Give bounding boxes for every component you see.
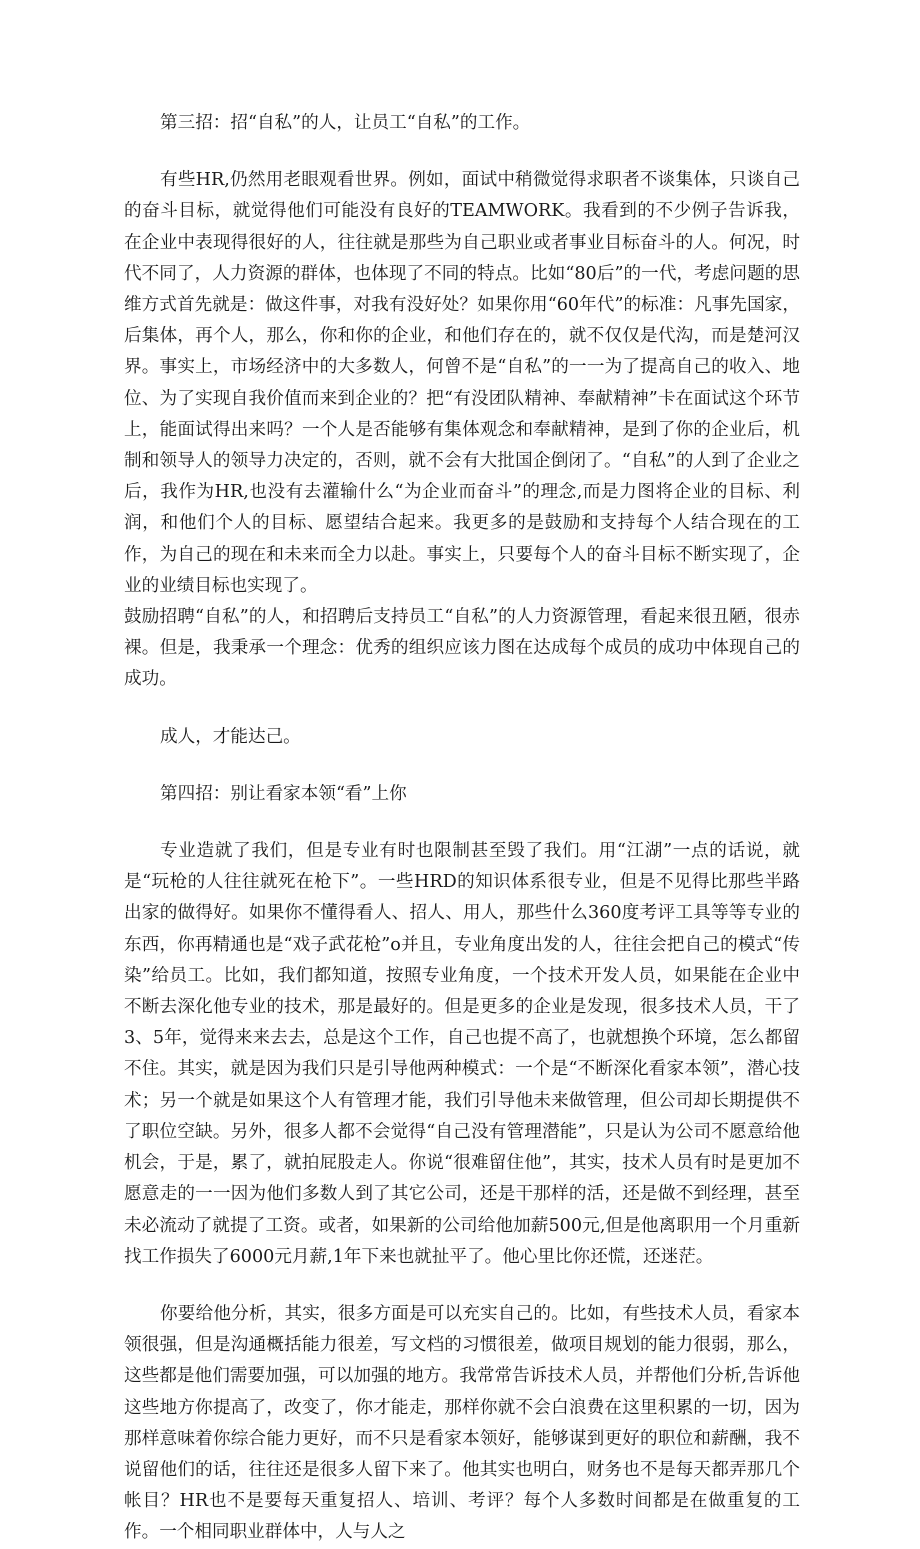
section-heading-third-move: 第三招：招“自私”的人，让员工“自私”的工作。: [160, 113, 531, 133]
document-page: [124, 108, 800, 1549]
section-heading-fourth-move: 第四招：别让看家本领“看”上你: [160, 783, 407, 804]
paragraph: 专业造就了我们，但是专业有时也限制甚至毁了我们。用“江湖”一点的话说，就是“玩枪的人往往就死在枪下”。一些HRD的知识体系很专业，但是不见得比那些半路出家的做得好。如果你不懂得看人、招人、用人，那些什么360度考评工具等等专业的东西，你再精通也是“戏子武花枪”o并且，专业角度出发的人，往往会把自己的模式“传染”给员工。比如，我们都知道，按照专业角度，一个技术开发人员，如果能在企业中不断去深化他专业的技术，那是最好的。但是更多的企业是发现，很多技术人员，干了3、5年，觉得来来去去，总是这个工作，自己也提不高了，也就想换个环境，怎么都留不住。其实，就是因为我们只是引导他两种模式：一个是“不断深化看家本领”，潜心技术；另一个就是如果这个人有管理才能，我们引导他未来做管理，但公司却长期提供不了职位空缺。另外，很多人都不会觉得“自己没有管理潜能”，只是认为公司不愿意给他机会，于是，累了，就拍屁股走人。你说“很难留住他”，其实，技术人员有时是更加不愿意走的一一因为他们多数人到了其它公司，还是干那样的活，还是做不到经理，甚至未必流动了就提了工资。或者，如果新的公司给他加薪500元,但是他离职用一个月重新找工作损失了6000元月薪,1年下来也就扯平了。他心里比你还慌，还迷茫。: [124, 841, 800, 1267]
paragraph-short: 成人，才能达己。: [160, 726, 301, 747]
paragraph: 你要给他分析，其实，很多方面是可以充实自己的。比如，有些技术人员，看家本领很强，但是沟通概括能力很差，写文档的习惯很差，做项目规划的能力很弱，那么，这些都是他们需要加强，可以加强的地方。我常常告诉技术人员，并帮他们分析,告诉他这些地方你提高了，改变了，你才能走，那样你就不会白浪费在这里积累的一切，因为那样意味着你综合能力更好，而不只是看家本领好，能够谋到更好的职位和薪酬，我不说留他们的话，往往还是很多人留下来了。他其实也明白，财务也不是每天都弄那几个帐目？HR也不是要每天重复招人、培训、考评？每个人多数时间都是在做重复的工作。一个相同职业群体中，人与人之: [124, 1303, 800, 1543]
paragraph: 鼓励招聘“自私”的人，和招聘后支持员工“自私”的人力资源管理，看起来很丑陋，很赤裸。但是，我秉承一个理念：优秀的组织应该力图在达成每个成员的成功中体现自己的成功。: [124, 607, 800, 690]
paragraph: 有些HR,仍然用老眼观看世界。例如，面试中稍微觉得求职者不谈集体，只谈自己的奋斗目标，就觉得他们可能没有良好的TEAMWORK。我看到的不少例子告诉我，在企业中表现得很好的人，往往就是那些为自己职业或者事业目标奋斗的人。何况，时代不同了，人力资源的群体，也体现了不同的特点。比如“80后”的一代，考虑问题的思维方式首先就是：做这件事，对我有没好处？如果你用“60年代”的标准：凡事先国家，后集体，再个人，那么，你和你的企业，和他们存在的，就不仅仅是代沟，而是楚河汉界。事实上，市场经济中的大多数人，何曾不是“自私”的一一为了提高自己的收入、地位、为了实现自我价值而来到企业的？把“有没团队精神、奉献精神”卡在面试这个环节上，能面试得出来吗？一个人是否能够有集体观念和奉献精神，是到了你的企业后，机制和领导人的领导力决定的，否则，就不会有大批国企倒闭了。“自私”的人到了企业之后，我作为HR,也没有去灌输什么“为企业而奋斗”的理念,而是力图将企业的目标、利润，和他们个人的目标、愿望结合起来。我更多的是鼓励和支持每个人结合现在的工作，为自己的现在和未来而全力以赴。事实上，只要每个人的奋斗目标不断实现了，企业的业绩目标也实现了。: [124, 170, 800, 596]
